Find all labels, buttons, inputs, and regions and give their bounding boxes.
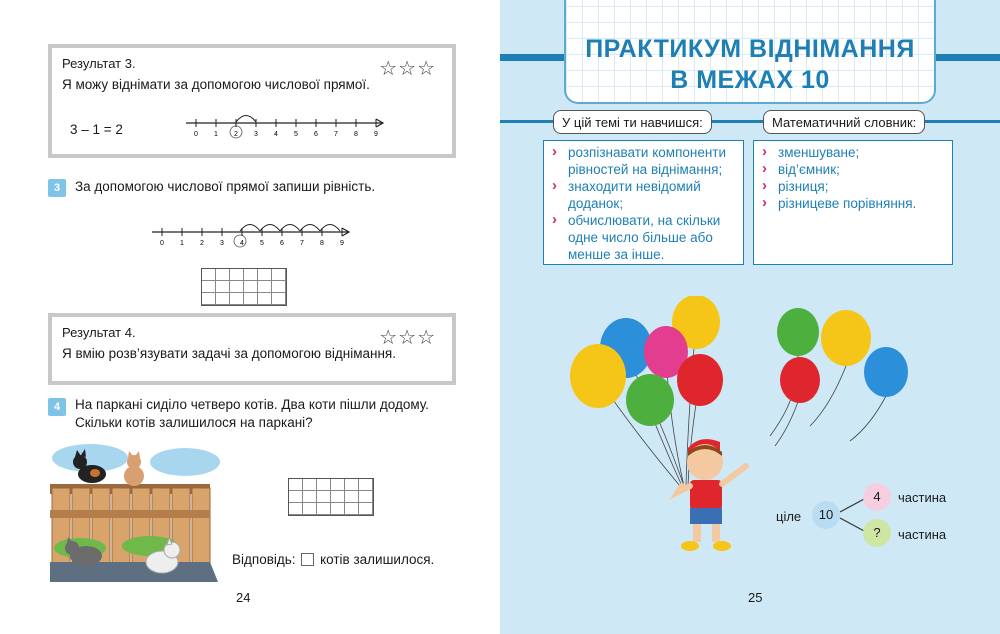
tick-label: 1	[180, 240, 184, 247]
learn-list-item: › обчислювати, на скільки одне число більше або менше за інше.	[550, 212, 737, 263]
dictionary-list	[760, 144, 946, 212]
tick-label: 2	[200, 240, 204, 247]
learn-list-item: › розпізнавати компоненти рівностей на віднімання;	[550, 144, 737, 178]
number-line-1	[186, 108, 386, 144]
dictionary-label: Математичний словник:	[763, 110, 925, 134]
learn-list-box	[543, 140, 744, 265]
tick-label: 4	[274, 131, 278, 138]
tick-label: 4	[240, 240, 244, 247]
result-3-text: Я можу віднімати за допомогою числової прямої.	[62, 77, 370, 92]
page-title-line-2: В МЕЖАХ 10	[670, 66, 830, 94]
part-2-circle: ?	[863, 519, 891, 547]
tick-label: 8	[354, 131, 358, 138]
tick-label: 9	[340, 240, 344, 247]
dictionary-list-box	[753, 140, 953, 265]
tick-label: 5	[260, 240, 264, 247]
part-1-circle: 4	[863, 483, 891, 511]
page-number-right: 25	[748, 590, 763, 605]
task-4-line-1: На паркані сиділо четверо котів. Два коти пішли додому.	[75, 397, 429, 412]
boy-figure	[678, 439, 746, 551]
page-number-left: 24	[236, 590, 251, 605]
tick-label: 7	[300, 240, 304, 247]
balloons-left-bunch	[570, 296, 723, 426]
result-3-box	[48, 44, 456, 158]
tick-label: 3	[220, 240, 224, 247]
answer-prefix: Відповідь:	[232, 552, 296, 567]
whole-label: ціле	[776, 509, 802, 524]
dictionary-list-item: › зменшуване;	[760, 144, 946, 161]
part-2-label: частина	[898, 527, 947, 542]
cats-on-fence-illustration	[50, 440, 222, 584]
dictionary-list-item: › різницеве порівняння.	[760, 195, 946, 212]
tick-label: 9	[374, 131, 378, 138]
learn-list-item: › знаходити невідомий доданок;	[550, 178, 737, 212]
tick-label: 6	[314, 131, 318, 138]
tick-label: 6	[280, 240, 284, 247]
page-title-line-1: ПРАКТИКУМ ВІДНІМАННЯ	[585, 35, 915, 63]
page-title	[564, 34, 936, 96]
tick-label: 2	[234, 131, 238, 138]
balloons-right-bunch	[777, 308, 908, 403]
learn-list	[550, 144, 737, 263]
tick-label: 3	[254, 131, 258, 138]
result-4-text: Я вмію розв’язувати задачі за допомогою віднімання.	[62, 346, 396, 361]
answer-line	[232, 552, 434, 567]
tick-label: 5	[294, 131, 298, 138]
number-line-2	[152, 214, 352, 250]
answer-grid-task-3[interactable]	[201, 268, 287, 306]
result-3-equation: 3 – 1 = 2	[70, 122, 123, 137]
task-4-number: 4	[48, 398, 66, 416]
result-4-box	[48, 313, 456, 385]
answer-grid-task-4[interactable]	[288, 478, 374, 516]
part-1-label: частина	[898, 490, 947, 505]
answer-box[interactable]	[301, 553, 314, 566]
result-4-stars[interactable]: ☆☆☆	[379, 327, 436, 349]
tick-label: 0	[194, 131, 198, 138]
learn-label: У цій темі ти навчишся:	[553, 110, 712, 134]
right-page	[500, 0, 1000, 634]
result-3-title: Результат 3.	[62, 56, 136, 71]
answer-suffix: котів залишилося.	[320, 552, 435, 567]
result-4-title: Результат 4.	[62, 325, 136, 340]
task-4-line-2: Скільки котів залишилося на паркані?	[75, 415, 313, 430]
task-3-number: 3	[48, 179, 66, 197]
tick-label: 8	[320, 240, 324, 247]
tick-label: 7	[334, 131, 338, 138]
task-3-text: За допомогою числової прямої запиши рівність.	[75, 179, 376, 194]
dictionary-list-item: › від’ємник;	[760, 161, 946, 178]
result-3-stars[interactable]: ☆☆☆	[379, 58, 436, 80]
whole-value-circle: 10	[812, 501, 840, 529]
tick-label: 0	[160, 240, 164, 247]
tick-label: 1	[214, 131, 218, 138]
dictionary-list-item: › різниця;	[760, 178, 946, 195]
